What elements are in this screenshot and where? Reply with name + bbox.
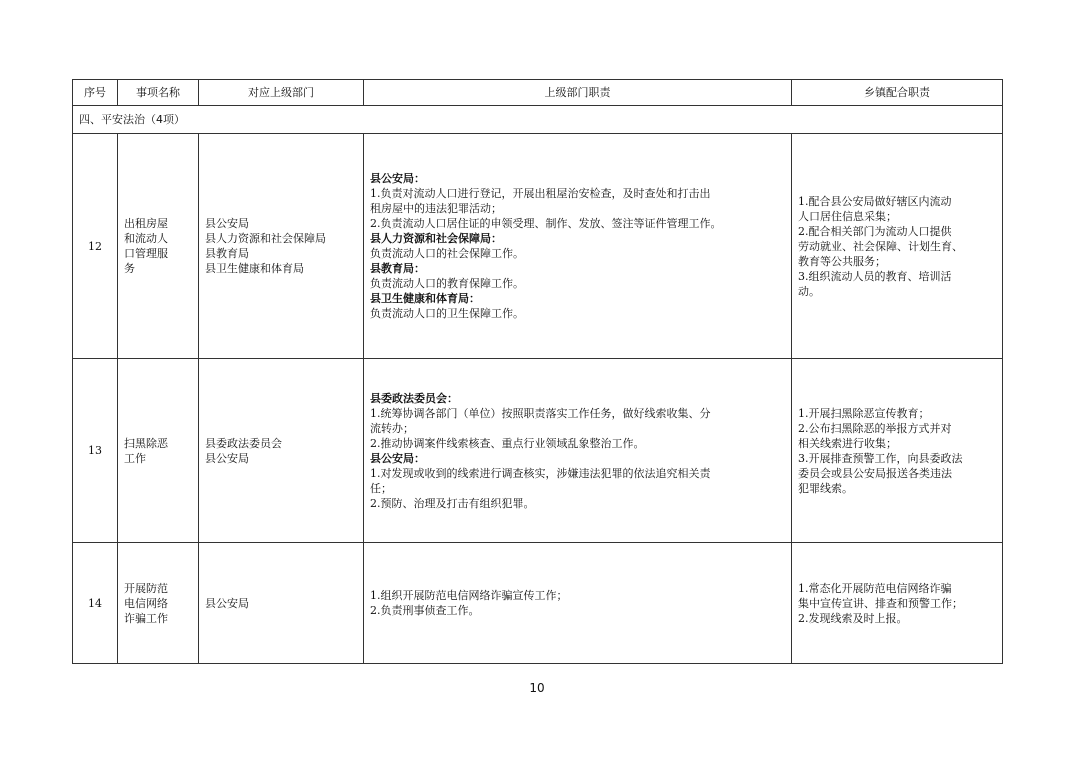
table-row	[73, 543, 1003, 664]
duty-line: 负责流动人口的卫生保障工作。	[370, 307, 524, 320]
duty-line: 1.负责对流动人口进行登记，开展出租屋治安检查，及时查处和打击出	[370, 187, 711, 200]
dept-cell	[199, 134, 364, 359]
duty-dept-heading: 县教育局：	[370, 262, 425, 275]
town-duty-line: 2.配合相关部门为流动人口提供	[798, 224, 952, 238]
town-duty-line: 动。	[798, 284, 820, 298]
town-duty-line: 3.组织流动人员的教育、培训活	[798, 269, 952, 283]
item-name-line: 口管理服	[124, 247, 168, 260]
duty-line: 1.对发现或收到的线索进行调查核实，涉嫌违法犯罪的依法追究相关责	[370, 466, 711, 480]
row-number: 14	[73, 543, 118, 664]
item-name-line: 诈骗工作	[124, 611, 168, 625]
town-duty-line: 教育等公共服务；	[798, 254, 886, 268]
dept-cell	[199, 359, 364, 543]
item-name-line: 扫黑除恶	[124, 436, 168, 450]
duty-line: 负责流动人口的教育保障工作。	[370, 277, 524, 290]
header-town-duties: 乡镇配合职责	[792, 80, 1003, 106]
duty-line: 任；	[370, 481, 392, 495]
duty-table	[72, 79, 1003, 664]
item-name-cell	[118, 543, 199, 664]
dept-line: 县卫生健康和体育局	[205, 262, 304, 275]
item-name-line: 开展防范	[124, 581, 168, 595]
town-duty-line: 1.开展扫黑除恶宣传教育；	[798, 406, 930, 420]
duty-dept-heading: 县公安局：	[370, 172, 425, 185]
town-duties-cell	[792, 134, 1003, 359]
row-number: 13	[73, 359, 118, 543]
table-row	[73, 134, 1003, 359]
header-seq: 序号	[73, 80, 118, 106]
section-title: 四、平安法治（4项）	[73, 106, 1003, 134]
duty-dept-heading: 县卫生健康和体育局：	[370, 292, 480, 305]
item-name-line: 和流动人	[124, 232, 168, 245]
dept-line: 县委政法委员会	[205, 436, 282, 450]
town-duty-line: 委员会或县公安局报送各类违法	[798, 466, 952, 480]
item-name-cell	[118, 134, 199, 359]
dept-line: 县公安局	[205, 217, 249, 230]
duty-line: 2.推动协调案件线索核查、重点行业领域乱象整治工作。	[370, 436, 645, 450]
header-upper-duties: 上级部门职责	[364, 80, 792, 106]
dept-line: 县教育局	[205, 247, 249, 260]
town-duty-line: 相关线索进行收集；	[798, 436, 897, 450]
dept-cell	[199, 543, 364, 664]
dept-line: 县人力资源和社会保障局	[205, 232, 326, 245]
duty-line: 2.负责刑事侦查工作。	[370, 604, 480, 617]
town-duty-line: 劳动就业、社会保障、计划生育、	[798, 239, 963, 253]
upper-duties-cell	[364, 134, 792, 359]
header-item-name: 事项名称	[118, 80, 199, 106]
duty-line: 负责流动人口的社会保障工作。	[370, 247, 524, 260]
section-row	[73, 106, 1003, 134]
duty-line: 1.组织开展防范电信网络诈骗宣传工作；	[370, 589, 568, 602]
town-duty-line: 人口居住信息采集；	[798, 209, 897, 223]
duty-line: 2.预防、治理及打击有组织犯罪。	[370, 496, 535, 510]
duty-line: 流转办；	[370, 421, 414, 435]
duty-dept-heading: 县委政法委员会：	[370, 391, 458, 405]
duty-line: 1.统筹协调各部门（单位）按照职责落实工作任务，做好线索收集、分	[370, 406, 711, 420]
town-duty-line: 集中宣传宣讲、排查和预警工作；	[798, 596, 963, 610]
town-duties-cell	[792, 543, 1003, 664]
header-upper-dept: 对应上级部门	[199, 80, 364, 106]
dept-line: 县公安局	[205, 596, 249, 610]
upper-duties-cell	[364, 543, 792, 664]
town-duty-line: 1.常态化开展防范电信网络诈骗	[798, 581, 952, 595]
town-duties-cell	[792, 359, 1003, 543]
town-duty-line: 1.配合县公安局做好辖区内流动	[798, 194, 952, 208]
dept-line: 县公安局	[205, 451, 249, 465]
town-duty-line: 2.公布扫黑除恶的举报方式并对	[798, 421, 952, 435]
duty-line: 2.负责流动人口居住证的申领受理、制作、发放、签注等证件管理工作。	[370, 217, 722, 230]
town-duty-line: 犯罪线索。	[798, 481, 853, 495]
town-duty-line: 2.发现线索及时上报。	[798, 611, 908, 625]
duty-dept-heading: 县人力资源和社会保障局：	[370, 232, 502, 245]
page-number: 10	[529, 681, 545, 695]
item-name-line: 工作	[124, 451, 146, 465]
duty-line: 租房屋中的违法犯罪活动；	[370, 202, 502, 215]
town-duty-line: 3.开展排查预警工作，向县委政法	[798, 451, 963, 465]
duty-dept-heading: 县公安局：	[370, 451, 425, 465]
upper-duties-cell	[364, 359, 792, 543]
table-header-row	[73, 80, 1003, 106]
item-name-line: 出租房屋	[124, 217, 168, 230]
item-name-line: 务	[124, 262, 135, 275]
item-name-line: 电信网络	[124, 596, 168, 610]
table-row	[73, 359, 1003, 543]
item-name-cell	[118, 359, 199, 543]
row-number: 12	[73, 134, 118, 359]
